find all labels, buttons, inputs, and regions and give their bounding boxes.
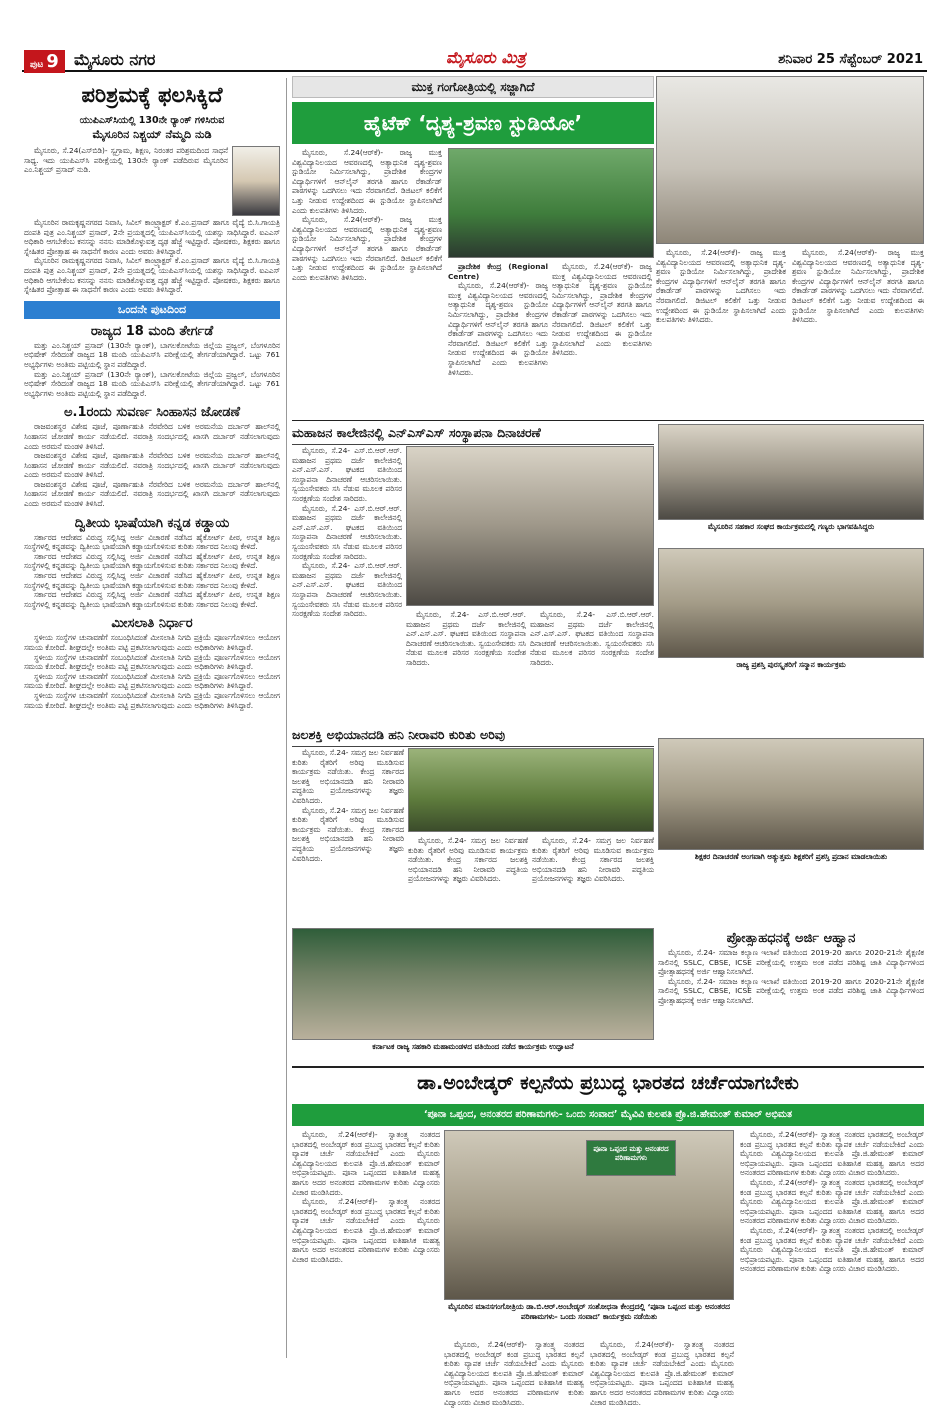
- left-body-cont: ಮೈಸೂರಿನ ರಾಮಕೃಷ್ಣನಗರದ ನಿವಾಸಿ, ಸಿವಿಲ್ ಕಾಂಟ್ರ್ಯಾಕ್ಟರ್ ಕೆ.ಎಂ.ಪ್ರಸಾದ್ ಹಾಗೂ ವೈದ್ಯೆ ಬಿ.ಸಿ.ಗಾಯತ್ರಿ ದಂಪತಿ ಪುತ್ರ ಎಂ.ನಿಶ್ಚಯ್ ಪ್ರಸಾದ್, 2ನೇ ಪ್ರಯತ್ನದಲ್ಲಿ ಯುಪಿಎಸ್‌ಸಿಯಲ್ಲಿ ಯಶಸ್ಸು ಸಾಧಿಸಿದ್ದಾರೆ. ಐಎಎಸ್ ಅಧಿಕಾರಿ ಆಗಬೇಕೆಂಬ ಕನಸನ್ನು ನನಸು ಮಾಡಿಕೊಳ್ಳುವತ್ತ ದೃಢ ಹೆಜ್ಜೆ ಇಟ್ಟಿದ್ದಾರೆ. ಪೋಷಕರು, ಶಿಕ್ಷಕರು ಹಾಗೂ ಸ್ನೇಹಿತರ ಪ್ರೋತ್ಸಾಹ ಈ ಸಾಧನೆಗೆ ಕಾರಣ ಎಂದು ಅವರು ತಿಳಿಸಿದ್ದಾರೆ.: [24, 256, 280, 295]
- water-body-p3: ಮೈಸೂರು, ಸೆ.24- ಸಮಗ್ರ ಜಲ ನಿರ್ವಹಣೆ ಕುರಿತು ರೈತರಿಗೆ ಅರಿವು ಮೂಡಿಸುವ ಕಾರ್ಯಕ್ರಮ ನಡೆಯಿತು. ಕೇಂದ್ರ ಸರ್ಕಾರದ ಜಲಶಕ್ತಿ ಅಭಿಯಾನದಡಿ ಹನಿ ನೀರಾವರಿ ಪದ್ಧತಿಯ ಪ್ರಯೋಜನಗಳನ್ನು ತಜ್ಞರು ವಿವರಿಸಿದರು.: [408, 836, 528, 884]
- nss-body-p3: ಮೈಸೂರು, ಸೆ.24- ಎಸ್.ಬಿ.ಆರ್.ಆರ್. ಮಹಾಜನ ಪ್ರಥಮ ದರ್ಜೆ ಕಾಲೇಜಿನಲ್ಲಿ ಎನ್.ಎಸ್.ಎಸ್. ಘಟಕದ ವತಿಯಿಂದ ಸಂಸ್ಥಾಪನಾ ದಿನಾಚರಣೆ ಆಚರಿಸಲಾಯಿತು. ಸ್ವಯಂಸೇವಕರು ಸಸಿ ನೆಡುವ ಮೂಲಕ ಪರಿಸರ ಸಂರಕ್ಷಣೆಯ ಸಂದೇಶ ಸಾರಿದರು.: [292, 561, 402, 619]
- page-number: 9: [46, 51, 59, 72]
- subhead-kannada: ದ್ವಿತೀಯ ಭಾಷೆಯಾಗಿ ಕನ್ನಡ ಕಡ್ಡಾಯ: [74, 515, 230, 531]
- water-body-p4: ಮೈಸೂರು, ಸೆ.24- ಸಮಗ್ರ ಜಲ ನಿರ್ವಹಣೆ ಕುರಿತು ರೈತರಿಗೆ ಅರಿವು ಮೂಡಿಸುವ ಕಾರ್ಯಕ್ರಮ ನಡೆಯಿತು. ಕೇಂದ್ರ ಸರ್ಕಾರದ ಜಲಶಕ್ತಿ ಅಭಿಯಾನದಡಿ ಹನಿ ನೀರಾವರಿ ಪದ್ಧತಿಯ ಪ್ರಯೋಜನಗಳನ್ನು ತಜ್ಞರು ವಿವರಿಸಿದರು.: [532, 836, 654, 884]
- right-caption-2: ರಾಜ್ಯ ಪ್ರಶಸ್ತಿ ಪುರಸ್ಕೃತರಿಗೆ ಸನ್ಮಾನ ಕಾರ್ಯಕ್ರಮ: [736, 660, 846, 669]
- paper-logo: ಮೈಸೂರು ಮಿತ್ರ: [446, 48, 526, 67]
- body-reservation-4: ಸ್ಥಳೀಯ ಸಂಸ್ಥೆಗಳ ಚುನಾವಣೆಗೆ ಸಂಬಂಧಿಸಿದಂತೆ ಮೀಸಲಾತಿ ನಿಗದಿ ಪ್ರಕ್ರಿಯೆ ಪೂರ್ಣಗೊಳಿಸಲು ಆಯೋಗ ಸಮಯ ಕೋರಿದೆ. ಶೀಘ್ರದಲ್ಲೇ ಅಂತಿಮ ಪಟ್ಟಿ ಪ್ರಕಟಿಸಲಾಗುವುದು ಎಂದು ಅಧಿಕಾರಿಗಳು ತಿಳಿಸಿದ್ದಾರೆ.: [24, 690, 280, 710]
- nss-body-p1: ಮೈಸೂರು, ಸೆ.24- ಎಸ್.ಬಿ.ಆರ್.ಆರ್. ಮಹಾಜನ ಪ್ರಥಮ ದರ್ಜೆ ಕಾಲೇಜಿನಲ್ಲಿ ಎನ್.ಎಸ್.ಎಸ್. ಘಟಕದ ವತಿಯಿಂದ ಸಂಸ್ಥಾಪನಾ ದಿನಾಚರಣೆ ಆಚರಿಸಲಾಯಿತು. ಸ್ವಯಂಸೇವಕರು ಸಸಿ ನೆಡುವ ಮೂಲಕ ಪರಿಸರ ಸಂರಕ್ಷಣೆಯ ಸಂದೇಶ ಸಾರಿದರು.: [292, 446, 402, 503]
- ambedkar-body-p1: ಮೈಸೂರು, ಸೆ.24(ಆರ್‌ಕೆ)- ಸ್ವಾತಂತ್ರ್ಯ ನಂತರದ ಭಾರತದಲ್ಲಿ ಅಂಬೇಡ್ಕರ್ ಕಂಡ ಪ್ರಬುದ್ಧ ಭಾರತದ ಕಲ್ಪನೆ ಕುರಿತು ವ್ಯಾಪಕ ಚರ್ಚೆ ನಡೆಯಬೇಕಿದೆ ಎಂದು ಮೈಸೂರು ವಿಶ್ವವಿದ್ಯಾನಿಲಯದ ಕುಲಪತಿ ಪ್ರೊ.ಜಿ.ಹೇಮಂತ್ ಕುಮಾರ್ ಅಭಿಪ್ರಾಯಪಟ್ಟರು. ಪೂನಾ ಒಪ್ಪಂದದ ಐತಿಹಾಸಿಕ ಮಹತ್ವ ಹಾಗೂ ಅದರ ಅನಂತರದ ಪರಿಣಾಮಗಳ ಕುರಿತು ವಿದ್ವಾಂಸರು ವಿಚಾರ ಮಂಡಿಸಿದರು.: [292, 1130, 440, 1197]
- studio-body-left: [292, 148, 442, 418]
- body-kannada-4: ಸರ್ಕಾರದ ಆದೇಶದ ವಿರುದ್ಧ ಸಲ್ಲಿಸಿದ್ದ ಅರ್ಜಿ ವಿಚಾರಣೆ ನಡೆಸಿದ ಹೈಕೋರ್ಟ್ ಪೀಠ, ಉನ್ನತ ಶಿಕ್ಷಣ ಸಂಸ್ಥೆಗಳಲ್ಲಿ ಕನ್ನಡವನ್ನು ದ್ವಿತೀಯ ಭಾಷೆಯಾಗಿ ಕಡ್ಡಾಯಗೊಳಿಸುವ ಕುರಿತು ಸರ್ಕಾರದ ನಿಲುವು ಕೇಳಿದೆ.: [24, 590, 280, 609]
- event-banner: [586, 1140, 676, 1176]
- section-title: ಮೈಸೂರು ನಗರ: [74, 50, 156, 69]
- cooperative-meeting-photo: [292, 928, 654, 1040]
- studio-body-right2: [656, 248, 786, 418]
- body-throne: ರಾಜವಂಶಸ್ಥರ ವಿಶೇಷ ಪೂಜೆ, ಪೂರ್ಣಾಹುತಿ ನೆರವೇರಿದ ಬಳಿಕ ಅರಮನೆಯ ದರ್ಬಾರ್ ಹಾಲ್‌ನಲ್ಲಿ ಸಿಂಹಾಸನ ಜೋಡಣೆ ಕಾರ್ಯ ನಡೆಯಲಿದೆ. ನವರಾತ್ರಿ ಸಂದರ್ಭದಲ್ಲಿ ಖಾಸಗಿ ದರ್ಬಾರ್ ನಡೆಸಲಾಗುವುದು ಎಂದು ಅರಮನೆ ಮಂಡಳಿ ತಿಳಿಸಿದೆ.: [24, 422, 280, 451]
- ambedkar-deck-bar: [292, 1104, 924, 1126]
- candidate-photo: [232, 146, 280, 216]
- meeting-caption: ಕರ್ನಾಟಕ ರಾಜ್ಯ ಸಹಕಾರಿ ಮಹಾಮಂಡಳದ ವತಿಯಿಂದ ನಡೆದ ಕಾರ್ಯಕ್ರಮ ಉದ್ಘಾಟನೆ: [372, 1042, 574, 1051]
- studio-interior-photo: [448, 148, 654, 258]
- body-reservation: ಸ್ಥಳೀಯ ಸಂಸ್ಥೆಗಳ ಚುನಾವಣೆಗೆ ಸಂಬಂಧಿಸಿದಂತೆ ಮೀಸಲಾತಿ ನಿಗದಿ ಪ್ರಕ್ರಿಯೆ ಪೂರ್ಣಗೊಳಿಸಲು ಆಯೋಗ ಸಮಯ ಕೋರಿದೆ. ಶೀಘ್ರದಲ್ಲೇ ಅಂತಿಮ ಪಟ್ಟಿ ಪ್ರಕಟಿಸಲಾಗುವುದು ಎಂದು ಅಧಿಕಾರಿಗಳು ತಿಳಿಸಿದ್ದಾರೆ.: [24, 633, 280, 652]
- issue-date: ಶನಿವಾರ 25 ಸೆಪ್ಟೆಂಬರ್ 2021: [778, 52, 923, 67]
- incentive-headline: ಪ್ರೋತ್ಸಾಹಧನಕ್ಕೆ ಅರ್ಜಿ ಆಹ್ವಾನ: [726, 931, 856, 946]
- studio-body-p3: ಮೈಸೂರು, ಸೆ.24(ಆರ್‌ಕೆ)- ರಾಜ್ಯ ಮುಕ್ತ ವಿಶ್ವವಿದ್ಯಾನಿಲಯದ ಆವರಣದಲ್ಲಿ ಅತ್ಯಾಧುನಿಕ ದೃಶ್ಯ-ಶ್ರವಣ ಸ್ಟುಡಿಯೋ ನಿರ್ಮಿಸಲಾಗಿದ್ದು, ಪ್ರಾದೇಶಿಕ ಕೇಂದ್ರಗಳ ವಿದ್ಯಾರ್ಥಿಗಳಿಗೆ ಆನ್‌ಲೈನ್ ತರಗತಿ ಹಾಗೂ ರೆಕಾರ್ಡೆಡ್ ಪಾಠಗಳನ್ನು ಒದಗಿಸಲು ಇದು ನೆರವಾಗಲಿದೆ. ಡಿಜಿಟಲ್ ಕಲಿಕೆಗೆ ಒತ್ತು ನೀಡುವ ಉದ್ದೇಶದಿಂದ ಈ ಸ್ಟುಡಿಯೋ ಸ್ಥಾಪಿಸಲಾಗಿದೆ ಎಂದು ಕುಲಪತಿಗಳು ತಿಳಿಸಿದರು.: [448, 281, 548, 377]
- ambedkar-body-4: [740, 1130, 924, 1402]
- body-throne-3: ರಾಜವಂಶಸ್ಥರ ವಿಶೇಷ ಪೂಜೆ, ಪೂರ್ಣಾಹುತಿ ನೆರವೇರಿದ ಬಳಿಕ ಅರಮನೆಯ ದರ್ಬಾರ್ ಹಾಲ್‌ನಲ್ಲಿ ಸಿಂಹಾಸನ ಜೋಡಣೆ ಕಾರ್ಯ ನಡೆಯಲಿದೆ. ನವರಾತ್ರಿ ಸಂದರ್ಭದಲ್ಲಿ ಖಾಸಗಿ ದರ್ಬಾರ್ ನಡೆಸಲಾಗುವುದು ಎಂದು ಅರಮನೆ ಮಂಡಳಿ ತಿಳಿಸಿದೆ.: [24, 479, 280, 509]
- ambedkar-caption: ಮೈಸೂರಿನ ಮಾನಸಗಂಗೋತ್ರಿಯ ಡಾ.ಬಿ.ಆರ್.ಅಂಬೇಡ್ಕರ್ ಸಂಶೋಧನಾ ಕೇಂದ್ರದಲ್ಲಿ ‘ಪೂನಾ ಒಪ್ಪಂದ ಮತ್ತು ಅನಂತರದ ಪರಿಣಾಮಗಳು- ಒಂದು ಸಂವಾದ’ ಕಾರ್ಯಕ್ರಮ ನಡೆಯಿತು: [448, 1302, 730, 1321]
- water-headline: ಜಲಶಕ್ತಿ ಅಭಿಯಾನದಡಿ ಹನಿ ನೀರಾವರಿ ಕುರಿತು ಅರಿವು: [292, 726, 654, 747]
- subhead-18-pass: ರಾಜ್ಯದ 18 ಮಂದಿ ತೇರ್ಗಡೆ: [90, 323, 214, 339]
- incentive-body-2: ಮೈಸೂರು, ಸೆ.24- ಸಮಾಜ ಕಲ್ಯಾಣ ಇಲಾಖೆ ವತಿಯಿಂದ 2019-20 ಹಾಗೂ 2020-21ನೇ ಶೈಕ್ಷಣಿಕ ಸಾಲಿನಲ್ಲಿ SSLC, CBSE, ICSE ಪರೀಕ್ಷೆಯಲ್ಲಿ ಉತ್ತಮ ಅಂಕ ಪಡೆದ ಪರಿಶಿಷ್ಟ ಜಾತಿ ವಿದ್ಯಾರ್ಥಿಗಳಿಂದ ಪ್ರೋತ್ಸಾಹಧನಕ್ಕೆ ಅರ್ಜಿ ಆಹ್ವಾನಿಸಲಾಗಿದೆ.: [658, 976, 924, 1005]
- water-body-p1: ಮೈಸೂರು, ಸೆ.24- ಸಮಗ್ರ ಜಲ ನಿರ್ವಹಣೆ ಕುರಿತು ರೈತರಿಗೆ ಅರಿವು ಮೂಡಿಸುವ ಕಾರ್ಯಕ್ರಮ ನಡೆಯಿತು. ಕೇಂದ್ರ ಸರ್ಕಾರದ ಜಲಶಕ್ತಿ ಅಭಿಯಾನದಡಿ ಹನಿ ನೀರಾವರಿ ಪದ್ಧತಿಯ ಪ್ರಯೋಜನಗಳನ್ನು ತಜ್ಞರು ವಿವರಿಸಿದರು.: [292, 748, 404, 805]
- column-divider: [286, 78, 287, 1358]
- left-subhead-2: ಮೈಸೂರಿನ ನಿಶ್ಚಯ್ ನೆಮ್ಮದಿ ನುಡಿ: [92, 128, 212, 141]
- water-body-1: [292, 748, 404, 924]
- ambedkar-body-3: [590, 1340, 734, 1407]
- subhead-throne: ಅ.1ರಂದು ಸುವರ್ಣ ಸಿಂಹಾಸನ ಜೋಡಣೆ: [63, 405, 241, 421]
- studio-body-p1: ಮೈಸೂರು, ಸೆ.24(ಆರ್‌ಕೆ)- ರಾಜ್ಯ ಮುಕ್ತ ವಿಶ್ವವಿದ್ಯಾನಿಲಯದ ಆವರಣದಲ್ಲಿ ಅತ್ಯಾಧುನಿಕ ದೃಶ್ಯ-ಶ್ರವಣ ಸ್ಟುಡಿಯೋ ನಿರ್ಮಿಸಲಾಗಿದ್ದು, ಪ್ರಾದೇಶಿಕ ಕೇಂದ್ರಗಳ ವಿದ್ಯಾರ್ಥಿಗಳಿಗೆ ಆನ್‌ಲೈನ್ ತರಗತಿ ಹಾಗೂ ರೆಕಾರ್ಡೆಡ್ ಪಾಠಗಳನ್ನು ಒದಗಿಸಲು ಇದು ನೆರವಾಗಲಿದೆ. ಡಿಜಿಟಲ್ ಕಲಿಕೆಗೆ ಒತ್ತು ನೀಡುವ ಉದ್ದೇಶದಿಂದ ಈ ಸ್ಟುಡಿಯೋ ಸ್ಥಾಪಿಸಲಾಗಿದೆ ಎಂದು ಕುಲಪತಿಗಳು ತಿಳಿಸಿದರು.: [292, 148, 442, 215]
- nss-body-p4: ಮೈಸೂರು, ಸೆ.24- ಎಸ್.ಬಿ.ಆರ್.ಆರ್. ಮಹಾಜನ ಪ್ರಥಮ ದರ್ಜೆ ಕಾಲೇಜಿನಲ್ಲಿ ಎನ್.ಎಸ್.ಎಸ್. ಘಟಕದ ವತಿಯಿಂದ ಸಂಸ್ಥಾಪನಾ ದಿನಾಚರಣೆ ಆಚರಿಸಲಾಯಿತು. ಸ್ವಯಂಸೇವಕರು ಸಸಿ ನೆಡುವ ಮೂಲಕ ಪರಿಸರ ಸಂರಕ್ಷಣೆಯ ಸಂದೇಶ ಸಾರಿದರು.: [406, 610, 526, 667]
- water-body-3: [532, 836, 654, 926]
- right-caption-3: ಶಿಕ್ಷಕರ ದಿನಾಚರಣೆ ಅಂಗವಾಗಿ ಅತ್ಯುತ್ತಮ ಶಿಕ್ಷಕರಿಗೆ ಪ್ರಶಸ್ತಿ ಪ್ರದಾನ ಮಾಡಲಾಯಿತು: [694, 852, 888, 861]
- studio-body-right1: [552, 262, 652, 418]
- ambedkar-body-p5: ಮೈಸೂರು, ಸೆ.24(ಆರ್‌ಕೆ)- ಸ್ವಾತಂತ್ರ್ಯ ನಂತರದ ಭಾರತದಲ್ಲಿ ಅಂಬೇಡ್ಕರ್ ಕಂಡ ಪ್ರಬುದ್ಧ ಭಾರತದ ಕಲ್ಪನೆ ಕುರಿತು ವ್ಯಾಪಕ ಚರ್ಚೆ ನಡೆಯಬೇಕಿದೆ ಎಂದು ಮೈಸೂರು ವಿಶ್ವವಿದ್ಯಾನಿಲಯದ ಕುಲಪತಿ ಪ್ರೊ.ಜಿ.ಹೇಮಂತ್ ಕುಮಾರ್ ಅಭಿಪ್ರಾಯಪಟ್ಟರು. ಪೂನಾ ಒಪ್ಪಂದದ ಐತಿಹಾಸಿಕ ಮಹತ್ವ ಹಾಗೂ ಅದರ ಅನಂತರದ ಪರಿಣಾಮಗಳ ಕುರಿತು ವಿದ್ವಾಂಸರು ವಿಚಾರ ಮಂಡಿಸಿದರು.: [740, 1130, 924, 1178]
- nss-body-2: [406, 610, 526, 722]
- continued-from-page-one: ಒಂದನೇ ಪುಟದಿಂದ: [24, 301, 280, 319]
- ambedkar-body-p7: ಮೈಸೂರು, ಸೆ.24(ಆರ್‌ಕೆ)- ಸ್ವಾತಂತ್ರ್ಯ ನಂತರದ ಭಾರತದಲ್ಲಿ ಅಂಬೇಡ್ಕರ್ ಕಂಡ ಪ್ರಬುದ್ಧ ಭಾರತದ ಕಲ್ಪನೆ ಕುರಿತು ವ್ಯಾಪಕ ಚರ್ಚೆ ನಡೆಯಬೇಕಿದೆ ಎಂದು ಮೈಸೂರು ವಿಶ್ವವಿದ್ಯಾನಿಲಯದ ಕುಲಪತಿ ಪ್ರೊ.ಜಿ.ಹೇಮಂತ್ ಕುಮಾರ್ ಅಭಿಪ್ರಾಯಪಟ್ಟರು. ಪೂನಾ ಒಪ್ಪಂದದ ಐತಿಹಾಸಿಕ ಮಹತ್ವ ಹಾಗೂ ಅದರ ಅನಂತರದ ಪರಿಣಾಮಗಳ ಕುರಿತು ವಿದ್ವಾಂಸರು ವಿಚಾರ ಮಂಡಿಸಿದರು.: [740, 1225, 924, 1274]
- studio-kicker: ಮುಕ್ತ ಗಂಗೋತ್ರಿಯಲ್ಲಿ ಸಜ್ಜಾಗಿದೆ: [411, 80, 535, 94]
- left-body: ಮೈಸೂರಿನ ರಾಮಕೃಷ್ಣನಗರದ ನಿವಾಸಿ, ಸಿವಿಲ್ ಕಾಂಟ್ರ್ಯಾಕ್ಟರ್ ಕೆ.ಎಂ.ಪ್ರಸಾದ್ ಹಾಗೂ ವೈದ್ಯೆ ಬಿ.ಸಿ.ಗಾಯತ್ರಿ ದಂಪತಿ ಪುತ್ರ ಎಂ.ನಿಶ್ಚಯ್ ಪ್ರಸಾದ್, 2ನೇ ಪ್ರಯತ್ನದಲ್ಲಿ ಯುಪಿಎಸ್‌ಸಿಯಲ್ಲಿ ಯಶಸ್ಸು ಸಾಧಿಸಿದ್ದಾರೆ. ಐಎಎಸ್ ಅಧಿಕಾರಿ ಆಗಬೇಕೆಂಬ ಕನಸನ್ನು ನನಸು ಮಾಡಿಕೊಳ್ಳುವತ್ತ ದೃಢ ಹೆಜ್ಜೆ ಇಟ್ಟಿದ್ದಾರೆ. ಪೋಷಕರು, ಶಿಕ್ಷಕರು ಹಾಗೂ ಸ್ನೇಹಿತರ ಪ್ರೋತ್ಸಾಹ ಈ ಸಾಧನೆಗೆ ಕಾರಣ ಎಂದು ಅವರು ತಿಳಿಸಿದ್ದಾರೆ.: [24, 218, 280, 256]
- nss-body-p2: ಮೈಸೂರು, ಸೆ.24- ಎಸ್.ಬಿ.ಆರ್.ಆರ್. ಮಹಾಜನ ಪ್ರಥಮ ದರ್ಜೆ ಕಾಲೇಜಿನಲ್ಲಿ ಎನ್.ಎಸ್.ಎಸ್. ಘಟಕದ ವತಿಯಿಂದ ಸಂಸ್ಥಾಪನಾ ದಿನಾಚರಣೆ ಆಚರಿಸಲಾಯಿತು. ಸ್ವಯಂಸೇವಕರು ಸಸಿ ನೆಡುವ ಮೂಲಕ ಪರಿಸರ ಸಂರಕ್ಷಣೆಯ ಸಂದೇಶ ಸಾರಿದರು.: [292, 503, 402, 561]
- studio-body-p4: ಮೈಸೂರು, ಸೆ.24(ಆರ್‌ಕೆ)- ರಾಜ್ಯ ಮುಕ್ತ ವಿಶ್ವವಿದ್ಯಾನಿಲಯದ ಆವರಣದಲ್ಲಿ ಅತ್ಯಾಧುನಿಕ ದೃಶ್ಯ-ಶ್ರವಣ ಸ್ಟುಡಿಯೋ ನಿರ್ಮಿಸಲಾಗಿದ್ದು, ಪ್ರಾದೇಶಿಕ ಕೇಂದ್ರಗಳ ವಿದ್ಯಾರ್ಥಿಗಳಿಗೆ ಆನ್‌ಲೈನ್ ತರಗತಿ ಹಾಗೂ ರೆಕಾರ್ಡೆಡ್ ಪಾಠಗಳನ್ನು ಒದಗಿಸಲು ಇದು ನೆರವಾಗಲಿದೆ. ಡಿಜಿಟಲ್ ಕಲಿಕೆಗೆ ಒತ್ತು ನೀಡುವ ಉದ್ದೇಶದಿಂದ ಈ ಸ್ಟುಡಿಯೋ ಸ್ಥಾಪಿಸಲಾಗಿದೆ ಎಂದು ಕುಲಪತಿಗಳು ತಿಳಿಸಿದರು.: [552, 262, 652, 358]
- nss-body-3: [530, 610, 654, 722]
- ambedkar-body-p6: ಮೈಸೂರು, ಸೆ.24(ಆರ್‌ಕೆ)- ಸ್ವಾತಂತ್ರ್ಯ ನಂತರದ ಭಾರತದಲ್ಲಿ ಅಂಬೇಡ್ಕರ್ ಕಂಡ ಪ್ರಬುದ್ಧ ಭಾರತದ ಕಲ್ಪನೆ ಕುರಿತು ವ್ಯಾಪಕ ಚರ್ಚೆ ನಡೆಯಬೇಕಿದೆ ಎಂದು ಮೈಸೂರು ವಿಶ್ವವಿದ್ಯಾನಿಲಯದ ಕುಲಪತಿ ಪ್ರೊ.ಜಿ.ಹೇಮಂತ್ ಕುಮಾರ್ ಅಭಿಪ್ರಾಯಪಟ್ಟರು. ಪೂನಾ ಒಪ್ಪಂದದ ಐತಿಹಾಸಿಕ ಮಹತ್ವ ಹಾಗೂ ಅದರ ಅನಂತರದ ಪರಿಣಾಮಗಳ ಕುರಿತು ವಿದ್ವಾಂಸರು ವಿಚಾರ ಮಂಡಿಸಿದರು.: [740, 1177, 924, 1226]
- nss-body-p5: ಮೈಸೂರು, ಸೆ.24- ಎಸ್.ಬಿ.ಆರ್.ಆರ್. ಮಹಾಜನ ಪ್ರಥಮ ದರ್ಜೆ ಕಾಲೇಜಿನಲ್ಲಿ ಎನ್.ಎಸ್.ಎಸ್. ಘಟಕದ ವತಿಯಿಂದ ಸಂಸ್ಥಾಪನಾ ದಿನಾಚರಣೆ ಆಚರಿಸಲಾಯಿತು. ಸ್ವಯಂಸೇವಕರು ಸಸಿ ನೆಡುವ ಮೂಲಕ ಪರಿಸರ ಸಂರಕ್ಷಣೆಯ ಸಂದೇಶ ಸಾರಿದರು.: [530, 610, 654, 667]
- body-18-pass-2: ಮತ್ತು ಎಂ.ನಿಶ್ಚಯ್ ಪ್ರಸಾದ್ (130ನೇ ರ‍್ಯಾಂಕ್), ಬಾಗಲಕೋಟೆಯ ಜಿಲ್ಲೆಯ ಪ್ರಜ್ವಲ್, ಬೆಂಗಳೂರಿನ ಅಭಿಷೇಕ್ ಸೇರಿದಂತೆ ರಾಜ್ಯದ 18 ಮಂದಿ ಯುಪಿಎಸ್‌ಸಿ ಪರೀಕ್ಷೆಯಲ್ಲಿ ತೇರ್ಗಡೆಯಾಗಿದ್ದಾರೆ. ಒಟ್ಟು 761 ಅಭ್ಯರ್ಥಿಗಳು ಅಂತಿಮ ಪಟ್ಟಿಯಲ್ಲಿ ಸ್ಥಾನ ಪಡೆದಿದ್ದಾರೆ.: [24, 369, 280, 398]
- studio-body-p6: ಮೈಸೂರು, ಸೆ.24(ಆರ್‌ಕೆ)- ರಾಜ್ಯ ಮುಕ್ತ ವಿಶ್ವವಿದ್ಯಾನಿಲಯದ ಆವರಣದಲ್ಲಿ ಅತ್ಯಾಧುನಿಕ ದೃಶ್ಯ-ಶ್ರವಣ ಸ್ಟುಡಿಯೋ ನಿರ್ಮಿಸಲಾಗಿದ್ದು, ಪ್ರಾದೇಶಿಕ ಕೇಂದ್ರಗಳ ವಿದ್ಯಾರ್ಥಿಗಳಿಗೆ ಆನ್‌ಲೈನ್ ತರಗತಿ ಹಾಗೂ ರೆಕಾರ್ಡೆಡ್ ಪಾಠಗಳನ್ನು ಒದಗಿಸಲು ಇದು ನೆರವಾಗಲಿದೆ. ಡಿಜಿಟಲ್ ಕಲಿಕೆಗೆ ಒತ್ತು ನೀಡುವ ಉದ್ದೇಶದಿಂದ ಈ ಸ್ಟುಡಿಯೋ ಸ್ಥಾಪಿಸಲಾಗಿದೆ ಎಂದು ಕುಲಪತಿಗಳು ತಿಳಿಸಿದರು.: [792, 248, 924, 325]
- left-dateline: ಮೈಸೂರು, ಸೆ.24(ಎಸ್‌ಬಿಡಿ)- ಸ್ವಗ್ರಾಮ, ಶಿಕ್ಷಣ, ನಿರಂತರ ಪರಿಶ್ರಮದಿಂದ ಸಾಧನೆ ಸಾಧ್ಯ. ಇದು ಯುಪಿಎಸ್‌ಸಿ ಪರೀಕ್ಷೆಯಲ್ಲಿ 130ನೇ ರ‍್ಯಾಂಕ್ ಪಡೆದಿರುವ ಮೈಸೂರಿನ ಎಂ.ನಿಶ್ಚಯ್ ಪ್ರಸಾದ್ ನುಡಿ.: [24, 146, 228, 175]
- bottom-story-rule: [292, 1066, 924, 1068]
- incentive-body: ಮೈಸೂರು, ಸೆ.24- ಸಮಾಜ ಕಲ್ಯಾಣ ಇಲಾಖೆ ವತಿಯಿಂದ 2019-20 ಹಾಗೂ 2020-21ನೇ ಶೈಕ್ಷಣಿಕ ಸಾಲಿನಲ್ಲಿ SSLC, CBSE, ICSE ಪರೀಕ್ಷೆಯಲ್ಲಿ ಉತ್ತಮ ಅಂಕ ಪಡೆದ ಪರಿಶಿಷ್ಟ ಜಾತಿ ವಿದ್ಯಾರ್ಥಿಗಳಿಂದ ಪ್ರೋತ್ಸಾಹಧನಕ್ಕೆ ಅರ್ಜಿ ಆಹ್ವಾನಿಸಲಾಗಿದೆ.: [658, 948, 924, 977]
- event-banner-text: ಪೂನಾ ಒಪ್ಪಂದ ಮತ್ತು ಅನಂತರದ ಪರಿಣಾಮಗಳು: [593, 1145, 669, 1162]
- body-throne-2: ರಾಜವಂಶಸ್ಥರ ವಿಶೇಷ ಪೂಜೆ, ಪೂರ್ಣಾಹುತಿ ನೆರವೇರಿದ ಬಳಿಕ ಅರಮನೆಯ ದರ್ಬಾರ್ ಹಾಲ್‌ನಲ್ಲಿ ಸಿಂಹಾಸನ ಜೋಡಣೆ ಕಾರ್ಯ ನಡೆಯಲಿದೆ. ನವರಾತ್ರಿ ಸಂದರ್ಭದಲ್ಲಿ ಖಾಸಗಿ ದರ್ಬಾರ್ ನಡೆಸಲಾಗುವುದು ಎಂದು ಅರಮನೆ ಮಂಡಳಿ ತಿಳಿಸಿದೆ.: [24, 451, 280, 480]
- section-rule: [292, 420, 924, 421]
- studio-kicker-bar: [292, 76, 654, 98]
- body-kannada-3: ಸರ್ಕಾರದ ಆದೇಶದ ವಿರುದ್ಧ ಸಲ್ಲಿಸಿದ್ದ ಅರ್ಜಿ ವಿಚಾರಣೆ ನಡೆಸಿದ ಹೈಕೋರ್ಟ್ ಪೀಠ, ಉನ್ನತ ಶಿಕ್ಷಣ ಸಂಸ್ಥೆಗಳಲ್ಲಿ ಕನ್ನಡವನ್ನು ದ್ವಿತೀಯ ಭಾಷೆಯಾಗಿ ಕಡ್ಡಾಯಗೊಳಿಸುವ ಕುರಿತು ಸರ್ಕಾರದ ನಿಲುವು ಕೇಳಿದೆ.: [24, 571, 280, 590]
- right-photo-1: [658, 424, 924, 520]
- body-18-pass: ಮತ್ತು ಎಂ.ನಿಶ್ಚಯ್ ಪ್ರಸಾದ್ (130ನೇ ರ‍್ಯಾಂಕ್), ಬಾಗಲಕೋಟೆಯ ಜಿಲ್ಲೆಯ ಪ್ರಜ್ವಲ್, ಬೆಂಗಳೂರಿನ ಅಭಿಷೇಕ್ ಸೇರಿದಂತೆ ರಾಜ್ಯದ 18 ಮಂದಿ ಯುಪಿಎಸ್‌ಸಿ ಪರೀಕ್ಷೆಯಲ್ಲಿ ತೇರ್ಗಡೆಯಾಗಿದ್ದಾರೆ. ಒಟ್ಟು 761 ಅಭ್ಯರ್ಥಿಗಳು ಅಂತಿಮ ಪಟ್ಟಿಯಲ್ಲಿ ಸ್ಥಾನ ಪಡೆದಿದ್ದಾರೆ.: [24, 340, 280, 369]
- body-kannada: ಸರ್ಕಾರದ ಆದೇಶದ ವಿರುದ್ಧ ಸಲ್ಲಿಸಿದ್ದ ಅರ್ಜಿ ವಿಚಾರಣೆ ನಡೆಸಿದ ಹೈಕೋರ್ಟ್ ಪೀಠ, ಉನ್ನತ ಶಿಕ್ಷಣ ಸಂಸ್ಥೆಗಳಲ್ಲಿ ಕನ್ನಡವನ್ನು ದ್ವಿತೀಯ ಭಾಷೆಯಾಗಿ ಕಡ್ಡಾಯಗೊಳಿಸುವ ಕುರಿತು ಸರ್ಕಾರದ ನಿಲುವು ಕೇಳಿದೆ.: [24, 532, 280, 552]
- ambedkar-body-1: [292, 1130, 440, 1400]
- page-number-badge: [24, 50, 65, 73]
- incentive-notice: [658, 930, 924, 1050]
- right-caption-1: ಮೈಸೂರಿನ ಸಹಕಾರ ಸಂಘದ ಕಾರ್ಯಕ್ರಮದಲ್ಲಿ ಗಣ್ಯರು ಭಾಗವಹಿಸಿದ್ದರು: [707, 522, 875, 531]
- water-field-photo: [408, 748, 654, 832]
- left-story: [24, 82, 280, 1402]
- nss-body: [292, 446, 402, 716]
- ambedkar-body-p4: ಮೈಸೂರು, ಸೆ.24(ಆರ್‌ಕೆ)- ಸ್ವಾತಂತ್ರ್ಯ ನಂತರದ ಭಾರತದಲ್ಲಿ ಅಂಬೇಡ್ಕರ್ ಕಂಡ ಪ್ರಬುದ್ಧ ಭಾರತದ ಕಲ್ಪನೆ ಕುರಿತು ವ್ಯಾಪಕ ಚರ್ಚೆ ನಡೆಯಬೇಕಿದೆ ಎಂದು ಮೈಸೂರು ವಿಶ್ವವಿದ್ಯಾನಿಲಯದ ಕುಲಪತಿ ಪ್ರೊ.ಜಿ.ಹೇಮಂತ್ ಕುಮಾರ್ ಅಭಿಪ್ರಾಯಪಟ್ಟರು. ಪೂನಾ ಒಪ್ಪಂದದ ಐತಿಹಾಸಿಕ ಮಹತ್ವ ಹಾಗೂ ಅದರ ಅನಂತರದ ಪರಿಣಾಮಗಳ ಕುರಿತು ವಿದ್ವಾಂಸರು ವಿಚಾರ ಮಂಡಿಸಿದರು.: [590, 1340, 734, 1407]
- ambedkar-headline: ಡಾ.ಅಂಬೇಡ್ಕರ್ ಕಲ್ಪನೆಯ ಪ್ರಬುದ್ಧ ಭಾರತದ ಚರ್ಚೆಯಾಗಬೇಕು: [417, 1072, 799, 1094]
- ambedkar-body-p3: ಮೈಸೂರು, ಸೆ.24(ಆರ್‌ಕೆ)- ಸ್ವಾತಂತ್ರ್ಯ ನಂತರದ ಭಾರತದಲ್ಲಿ ಅಂಬೇಡ್ಕರ್ ಕಂಡ ಪ್ರಬುದ್ಧ ಭಾರತದ ಕಲ್ಪನೆ ಕುರಿತು ವ್ಯಾಪಕ ಚರ್ಚೆ ನಡೆಯಬೇಕಿದೆ ಎಂದು ಮೈಸೂರು ವಿಶ್ವವಿದ್ಯಾನಿಲಯದ ಕುಲಪತಿ ಪ್ರೊ.ಜಿ.ಹೇಮಂತ್ ಕುಮಾರ್ ಅಭಿಪ್ರಾಯಪಟ್ಟರು. ಪೂನಾ ಒಪ್ಪಂದದ ಐತಿಹಾಸಿಕ ಮಹತ್ವ ಹಾಗೂ ಅದರ ಅನಂತರದ ಪರಿಣಾಮಗಳ ಕುರಿತು ವಿದ್ವಾಂಸರು ವಿಚಾರ ಮಂಡಿಸಿದರು.: [444, 1340, 584, 1407]
- studio-body-p5: ಮೈಸೂರು, ಸೆ.24(ಆರ್‌ಕೆ)- ರಾಜ್ಯ ಮುಕ್ತ ವಿಶ್ವವಿದ್ಯಾನಿಲಯದ ಆವರಣದಲ್ಲಿ ಅತ್ಯಾಧುನಿಕ ದೃಶ್ಯ-ಶ್ರವಣ ಸ್ಟುಡಿಯೋ ನಿರ್ಮಿಸಲಾಗಿದ್ದು, ಪ್ರಾದೇಶಿಕ ಕೇಂದ್ರಗಳ ವಿದ್ಯಾರ್ಥಿಗಳಿಗೆ ಆನ್‌ಲೈನ್ ತರಗತಿ ಹಾಗೂ ರೆಕಾರ್ಡೆಡ್ ಪಾಠಗಳನ್ನು ಒದಗಿಸಲು ಇದು ನೆರವಾಗಲಿದೆ. ಡಿಜಿಟಲ್ ಕಲಿಕೆಗೆ ಒತ್ತು ನೀಡುವ ಉದ್ದೇಶದಿಂದ ಈ ಸ್ಟುಡಿಯೋ ಸ್ಥಾಪಿಸಲಾಗಿದೆ ಎಂದು ಕುಲಪತಿಗಳು ತಿಳಿಸಿದರು.: [656, 248, 786, 325]
- nss-headline: ಮಹಾಜನ ಕಾಲೇಜಿನಲ್ಲಿ ಎನ್‌ಎಸ್‌ಎಸ್ ಸಂಸ್ಥಾಪನಾ ದಿನಾಚರಣೆ: [292, 424, 654, 445]
- water-body-2: [408, 836, 528, 926]
- left-headline: ಪರಿಶ್ರಮಕ್ಕೆ ಫಲಸಿಕ್ಕಿದೆ: [81, 83, 223, 107]
- body-kannada-2: ಸರ್ಕಾರದ ಆದೇಶದ ವಿರುದ್ಧ ಸಲ್ಲಿಸಿದ್ದ ಅರ್ಜಿ ವಿಚಾರಣೆ ನಡೆಸಿದ ಹೈಕೋರ್ಟ್ ಪೀಠ, ಉನ್ನತ ಶಿಕ್ಷಣ ಸಂಸ್ಥೆಗಳಲ್ಲಿ ಕನ್ನಡವನ್ನು ದ್ವಿತೀಯ ಭಾಷೆಯಾಗಿ ಕಡ್ಡಾಯಗೊಳಿಸುವ ಕುರಿತು ಸರ್ಕಾರದ ನಿಲುವು ಕೇಳಿದೆ.: [24, 551, 280, 571]
- subhead-reservation: ಮೀಸಲಾತಿ ನಿರ್ಧಾರ: [111, 616, 193, 632]
- left-subhead-1: ಯುಪಿಎಸ್‌ಸಿಯಲ್ಲಿ 130ನೇ ರ‍್ಯಾಂಕ್ ಗಳಿಸಿರುವ: [79, 115, 225, 126]
- ambedkar-body-2: [444, 1340, 584, 1407]
- right-photo-3: [658, 738, 924, 850]
- ambedkar-body-p2: ಮೈಸೂರು, ಸೆ.24(ಆರ್‌ಕೆ)- ಸ್ವಾತಂತ್ರ್ಯ ನಂತರದ ಭಾರತದಲ್ಲಿ ಅಂಬೇಡ್ಕರ್ ಕಂಡ ಪ್ರಬುದ್ಧ ಭಾರತದ ಕಲ್ಪನೆ ಕುರಿತು ವ್ಯಾಪಕ ಚರ್ಚೆ ನಡೆಯಬೇಕಿದೆ ಎಂದು ಮೈಸೂರು ವಿಶ್ವವಿದ್ಯಾನಿಲಯದ ಕುಲಪತಿ ಪ್ರೊ.ಜಿ.ಹೇಮಂತ್ ಕುಮಾರ್ ಅಭಿಪ್ರಾಯಪಟ್ಟರು. ಪೂನಾ ಒಪ್ಪಂದದ ಐತಿಹಾಸಿಕ ಮಹತ್ವ ಹಾಗೂ ಅದರ ಅನಂತರದ ಪರಿಣಾಮಗಳ ಕುರಿತು ವಿದ್ವಾಂಸರು ವಿಚಾರ ಮಂಡಿಸಿದರು.: [292, 1197, 440, 1264]
- nss-group-photo: [406, 446, 654, 606]
- page-word: ಪುಟ: [30, 60, 44, 70]
- studio-regional-centre: ಪ್ರಾದೇಶಿಕ ಕೇಂದ್ರ (Regional Centre): [448, 262, 548, 281]
- right-photo-2: [658, 548, 924, 658]
- body-reservation-2: ಸ್ಥಳೀಯ ಸಂಸ್ಥೆಗಳ ಚುನಾವಣೆಗೆ ಸಂಬಂಧಿಸಿದಂತೆ ಮೀಸಲಾತಿ ನಿಗದಿ ಪ್ರಕ್ರಿಯೆ ಪೂರ್ಣಗೊಳಿಸಲು ಆಯೋಗ ಸಮಯ ಕೋರಿದೆ. ಶೀಘ್ರದಲ್ಲೇ ಅಂತಿಮ ಪಟ್ಟಿ ಪ್ರಕಟಿಸಲಾಗುವುದು ಎಂದು ಅಧಿಕಾರಿಗಳು ತಿಳಿಸಿದ್ದಾರೆ.: [24, 652, 280, 672]
- water-body-p2: ಮೈಸೂರು, ಸೆ.24- ಸಮಗ್ರ ಜಲ ನಿರ್ವಹಣೆ ಕುರಿತು ರೈತರಿಗೆ ಅರಿವು ಮೂಡಿಸುವ ಕಾರ್ಯಕ್ರಮ ನಡೆಯಿತು. ಕೇಂದ್ರ ಸರ್ಕಾರದ ಜಲಶಕ್ತಿ ಅಭಿಯಾನದಡಿ ಹನಿ ನೀರಾವರಿ ಪದ್ಧತಿಯ ಪ್ರಯೋಜನಗಳನ್ನು ತಜ್ಞರು ವಿವರಿಸಿದರು.: [292, 805, 404, 863]
- ambedkar-deck: ‘ಪೂನಾ ಒಪ್ಪಂದ, ಅನಂತರದ ಪರಿಣಾಮಗಳು- ಒಂದು ಸಂವಾದ’ ಮೈವಿವಿ ಕುಲಪತಿ ಪ್ರೊ.ಜಿ.ಹೇಮಂತ್ ಕುಮಾರ್ ಅಭಿಮತ: [423, 1109, 793, 1120]
- studio-building-photo: [656, 76, 924, 244]
- studio-headline: ಹೈಟೆಕ್ ‘ದೃಶ್ಯ-ಶ್ರವಣ ಸ್ಟುಡಿಯೋ’: [363, 111, 583, 135]
- studio-headline-bar: [292, 102, 654, 144]
- body-reservation-3: ಸ್ಥಳೀಯ ಸಂಸ್ಥೆಗಳ ಚುನಾವಣೆಗೆ ಸಂಬಂಧಿಸಿದಂತೆ ಮೀಸಲಾತಿ ನಿಗದಿ ಪ್ರಕ್ರಿಯೆ ಪೂರ್ಣಗೊಳಿಸಲು ಆಯೋಗ ಸಮಯ ಕೋರಿದೆ. ಶೀಘ್ರದಲ್ಲೇ ಅಂತಿಮ ಪಟ್ಟಿ ಪ್ರಕಟಿಸಲಾಗುವುದು ಎಂದು ಅಧಿಕಾರಿಗಳು ತಿಳಿಸಿದ್ದಾರೆ.: [24, 671, 280, 691]
- studio-body-mid: [448, 262, 548, 418]
- studio-body-p2: ಮೈಸೂರು, ಸೆ.24(ಆರ್‌ಕೆ)- ರಾಜ್ಯ ಮುಕ್ತ ವಿಶ್ವವಿದ್ಯಾನಿಲಯದ ಆವರಣದಲ್ಲಿ ಅತ್ಯಾಧುನಿಕ ದೃಶ್ಯ-ಶ್ರವಣ ಸ್ಟುಡಿಯೋ ನಿರ್ಮಿಸಲಾಗಿದ್ದು, ಪ್ರಾದೇಶಿಕ ಕೇಂದ್ರಗಳ ವಿದ್ಯಾರ್ಥಿಗಳಿಗೆ ಆನ್‌ಲೈನ್ ತರಗತಿ ಹಾಗೂ ರೆಕಾರ್ಡೆಡ್ ಪಾಠಗಳನ್ನು ಒದಗಿಸಲು ಇದು ನೆರವಾಗಲಿದೆ. ಡಿಜಿಟಲ್ ಕಲಿಕೆಗೆ ಒತ್ತು ನೀಡುವ ಉದ್ದೇಶದಿಂದ ಈ ಸ್ಟುಡಿಯೋ ಸ್ಥಾಪಿಸಲಾಗಿದೆ ಎಂದು ಕುಲಪತಿಗಳು ತಿಳಿಸಿದರು.: [292, 215, 442, 282]
- studio-body-right3: [792, 248, 924, 418]
